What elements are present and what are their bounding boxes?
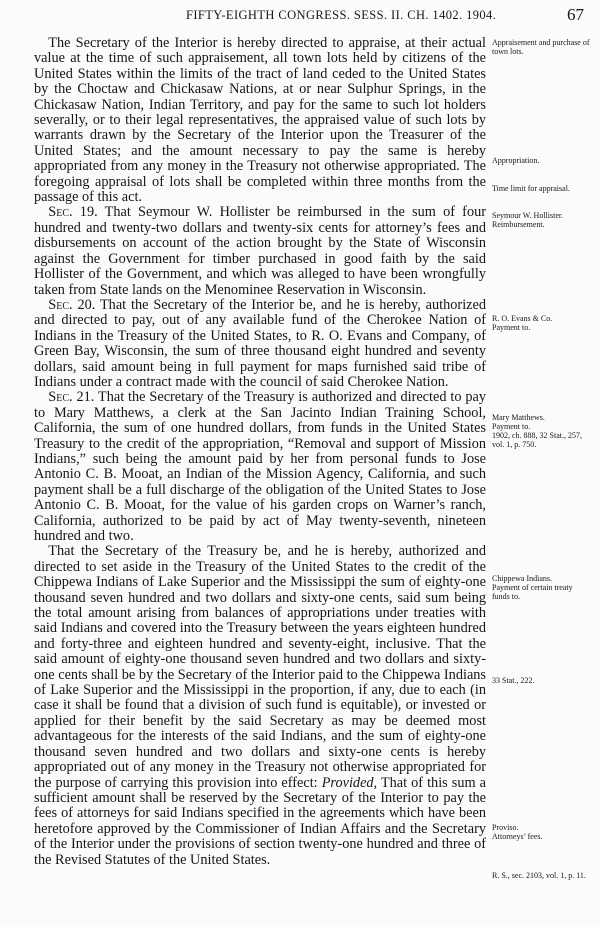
margin-note-revised-statutes: R. S., sec. 2103, vol. 1, p. 11. [492, 871, 586, 880]
proviso-italic: Provided, [321, 774, 378, 791]
paragraph-sec-21 [34, 390, 486, 544]
margin-note-evans: R. O. Evans & Co. Payment to. [492, 314, 553, 332]
section-lead: Sec. 19. [48, 204, 98, 221]
margin-note-appraisement: Appraisement and purchase of town lots. [492, 38, 590, 56]
paragraph-text: That Seymour W. Hollister be reimbursed in the sum of four hundred and twenty-two dollars and twenty-six cents for attorney’s fees and disbursements on account of the action brought by the State of Wisconsin against the Government for timber purchased in good faith by the said Hollister of the Government, and which was alleged to have been wrongfully taken from State lands on the Menominee Reservation in Wisconsin. [34, 204, 487, 298]
margin-note-hollister: Seymour W. Hollister. Reimbursement. [492, 211, 564, 229]
running-head: FIFTY-EIGHTH CONGRESS. SESS. II. CH. 1402. 1904. [186, 8, 497, 22]
margin-note-stat-222: 33 Stat., 222. [492, 676, 535, 685]
paragraph-text: That the Secretary of the Treasury be, and he is hereby, authorized and directed to set aside in the Treasury of the United States to the credit of the Chippewa Indians of Lake Superior and the Mississippi the sum of eighty-one thousand seven hundred and two dollars and sixty-one cents, said sum being the total amount arising from balances of appropriations under treaties with said Indians and covered into the Treasury between the years eighteen hundred and forty-three and eighteen hundred and seventy-eight, inclusive. That the said amount of eighty-one thousand seven hundred and two dollars and sixty-one cents shall be by the Secretary of the Interior paid to the Chippewa Indians of Lake Superior and the Mississippi in the proportion, if any, due to each (in case it shall be found that a division of such fund is equitable), or invested or applied for their benefit by the said Secretary as may be deemed most advantageous for the interests of the said Indians, and the sum of eighty-one thousand seven hundred and two dollars and sixty-one cents is hereby appropriated out of any money in the Treasury not otherwise appropriated for the purpose of carrying this provision into effect: [34, 543, 486, 791]
paragraph-sec-19 [34, 205, 486, 297]
margin-note-chippewa: Chippewa Indians. Payment of certain treaty funds to. [492, 574, 573, 601]
statute-body [34, 36, 486, 868]
paragraph-text-tail: That of this sum a sufficient amount shall be reserved by the Secretary of the Interior to pay the fees of attorneys for said Indians specified in the agreements which have been heretofore approved by the Commissioner of Indian Affairs and the Secretary of the Interior under the provisions of section twenty-one hundred and three of the Revised Statutes of the United States. [34, 774, 486, 868]
section-lead: Sec. 21. [48, 389, 95, 406]
paragraph-sec-20 [34, 298, 486, 390]
paragraph-text: That the Secretary of the Interior be, and he is hereby, authorized and directed to pay, out of any available fund of the Cherokee Nation of Indians in the Treasury of the United States, to R. O. Evans and Company, of Green Bay, Wisconsin, the sum of three thousand eight hundred and seventy dollars, said amount being in full payment for maps furnished said tribe of Indians under a contract made with the council of said Cherokee Nation. [34, 296, 487, 390]
section-lead: Sec. 20. [48, 296, 96, 313]
paragraph-text: The Secretary of the Interior is hereby directed to appraise, at their actual value at the time of such appraisement, all town lots held by citizens of the United States within the limits of the tract of land ceded to the United States by the Choctaw and Chickasaw Nations, at or near Sulphur Springs, in the Chickasaw Nation, Indian Territory, and pay for the same to such lot holders severally, or to their legal representatives, the appraised value of such lots by warrants drawn by the Secretary of the Interior upon the Treasurer of the United States; and the amount necessary to pay the same is hereby appropriated from any money in the Treasury not otherwise appropriated. The foregoing appraisal of lots shall be completed within three months from the passage of this act. [34, 35, 486, 206]
page-header [0, 4, 600, 26]
page-number: 67 [567, 5, 584, 24]
paragraph-text: That the Secretary of the Treasury is authorized and directed to pay to Mary Matthews, a clerk at the San Jacinto Indian Training School, California, the sum of one hundred dollars, from funds in the United States Treasury to the credit of the appropriation, “Removal and support of Mission Indians,” such being the amount paid by her from personal funds to Jose Antonio C. B. Mooat, an Indian of the Mission Agency, California, and such payment shall be a full discharge of the obligation of the United States to Jose Antonio C. B. Mooat, for the value of his garden crops on Warner’s ranch, California, authorized to be paid by act of May twenty-seventh, nineteen hundred and two. [34, 389, 487, 544]
margin-note-appropriation: Appropriation. [492, 156, 540, 165]
margin-note-matthews: Mary Matthews. Payment to. 1902, ch. 888, 32 Stat., 257, vol. 1, p. 750. [492, 413, 582, 449]
margin-note-time-limit: Time limit for appraisal. [492, 184, 570, 193]
paragraph-chippewa [34, 544, 486, 868]
paragraph-town-lots [34, 36, 486, 205]
margin-note-proviso: Proviso. Attorneys’ fees. [492, 823, 543, 841]
